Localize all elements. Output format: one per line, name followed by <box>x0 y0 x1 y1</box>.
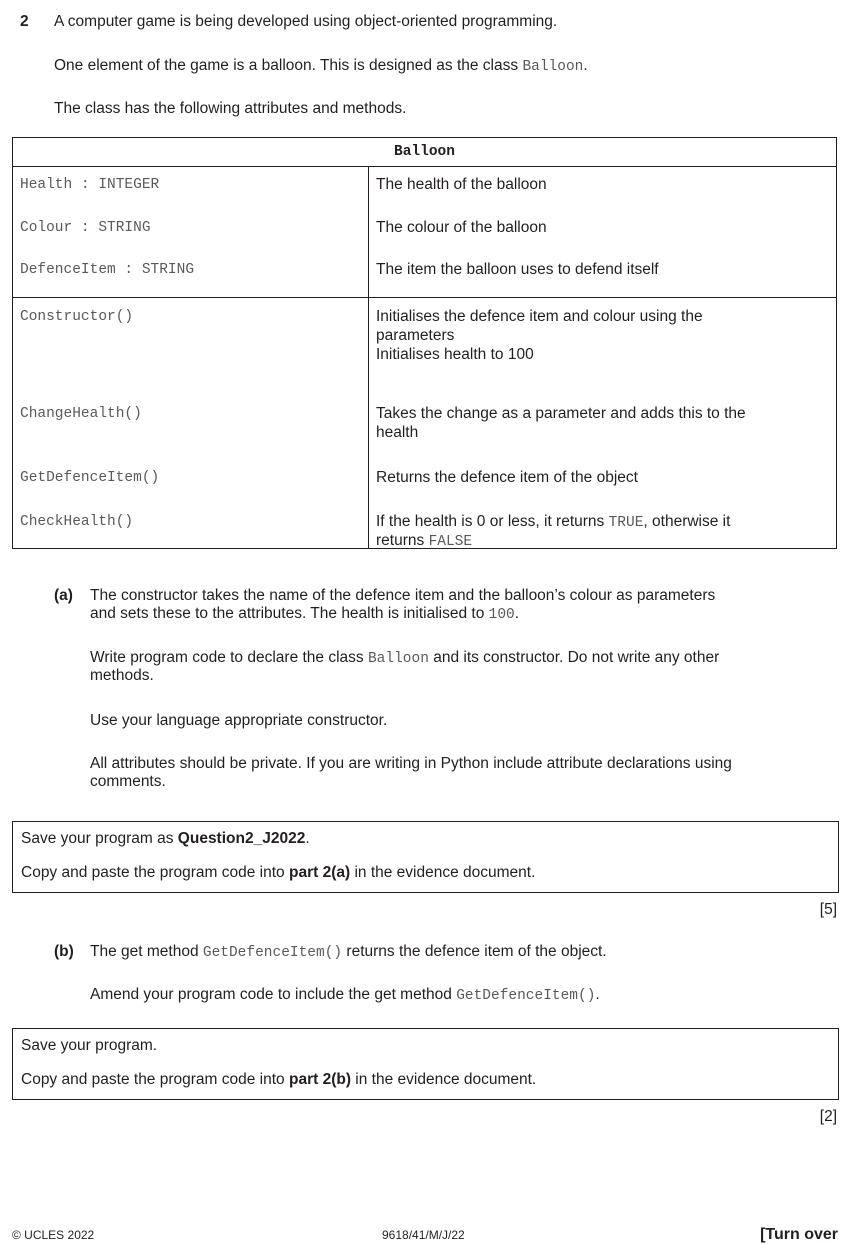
method-desc: health <box>376 424 419 441</box>
attribute-descriptions-cell <box>369 167 837 298</box>
part-b-paragraph-1: The get method GetDefenceItem() returns the defence item of the object. <box>90 943 607 961</box>
part-a-paragraph-4: All attributes should be private. If you are writing in Python include attribute declarations using comments. <box>90 755 732 790</box>
value-100-code: 100 <box>488 607 515 623</box>
method-desc: returns FALSE <box>376 532 473 550</box>
methods-cell <box>13 298 369 549</box>
copy-instruction: Copy and paste the program code into part 2(a) in the evidence document. <box>21 864 536 881</box>
intro-line-2: One element of the game is a balloon. This is designed as the class Balloon. <box>54 57 588 75</box>
method-desc: Initialises the defence item and colour using the <box>376 308 703 325</box>
method-name: CheckHealth() <box>20 514 134 530</box>
class-table <box>12 137 837 549</box>
evidence-part: part 2(a) <box>288 864 351 881</box>
method-desc: Returns the defence item of the object <box>376 469 638 486</box>
attribute-desc: The colour of the balloon <box>376 219 547 236</box>
attribute-desc: The item the balloon uses to defend itself <box>376 261 659 278</box>
intro-line-3: The class has the following attributes and methods. <box>54 100 407 117</box>
footer-paper-code: 9618/41/M/J/22 <box>382 1228 465 1242</box>
false-code: FALSE <box>428 534 473 550</box>
save-instruction: Save your program. <box>21 1037 158 1054</box>
method-code: GetDefenceItem() <box>202 945 343 961</box>
attribute-name: Health : INTEGER <box>20 177 160 193</box>
part-b-marks: [2] <box>819 1108 837 1125</box>
part-a-marks: [5] <box>819 901 837 918</box>
class-name-code: Balloon <box>367 651 429 667</box>
method-name: GetDefenceItem() <box>20 470 160 486</box>
method-desc: Takes the change as a parameter and adds this to the <box>376 405 746 422</box>
attributes-cell <box>13 167 369 298</box>
class-table-header: Balloon <box>13 138 837 167</box>
evidence-part: part 2(b) <box>288 1071 351 1088</box>
copy-instruction: Copy and paste the program code into part 2(b) in the evidence document. <box>21 1071 537 1088</box>
attribute-name: Colour : STRING <box>20 220 151 236</box>
attribute-desc: The health of the balloon <box>376 176 547 193</box>
method-code: GetDefenceItem() <box>456 988 596 1004</box>
class-name-code: Balloon <box>522 59 584 75</box>
part-a-paragraph-1: The constructor takes the name of the defence item and the balloon’s colour as parameters and sets these to the attributes. The health is initialised to 100. <box>90 587 716 623</box>
method-desc: If the health is 0 or less, it returns TRUE, otherwise it <box>376 513 731 531</box>
part-a-instruction-box <box>12 821 839 893</box>
method-desc: Initialises health to 100 <box>376 346 534 363</box>
true-code: TRUE <box>608 515 644 531</box>
save-instruction: Save your program as Question2_J2022. <box>21 830 310 847</box>
intro-line-1: A computer game is being developed using object-oriented programming. <box>54 13 558 30</box>
part-a-label: (a) <box>54 587 73 604</box>
part-b-paragraph-2: Amend your program code to include the get method GetDefenceItem(). <box>90 986 600 1004</box>
method-desc: parameters <box>376 327 455 344</box>
part-b-label: (b) <box>54 943 74 960</box>
method-descriptions-cell <box>369 298 837 549</box>
question-number: 2 <box>20 13 29 30</box>
part-b-instruction-box <box>12 1028 839 1100</box>
method-name: ChangeHealth() <box>20 406 142 422</box>
footer-turn-over: [Turn over <box>760 1226 838 1243</box>
attribute-name: DefenceItem : STRING <box>20 262 195 278</box>
part-a-paragraph-2: Write program code to declare the class Balloon and its constructor. Do not write any other methods. <box>90 649 720 684</box>
part-a-paragraph-3: Use your language appropriate constructor. <box>90 712 388 729</box>
filename: Question2_J2022 <box>177 830 306 847</box>
footer-copyright: © UCLES 2022 <box>12 1228 95 1242</box>
method-name: Constructor() <box>20 309 134 325</box>
